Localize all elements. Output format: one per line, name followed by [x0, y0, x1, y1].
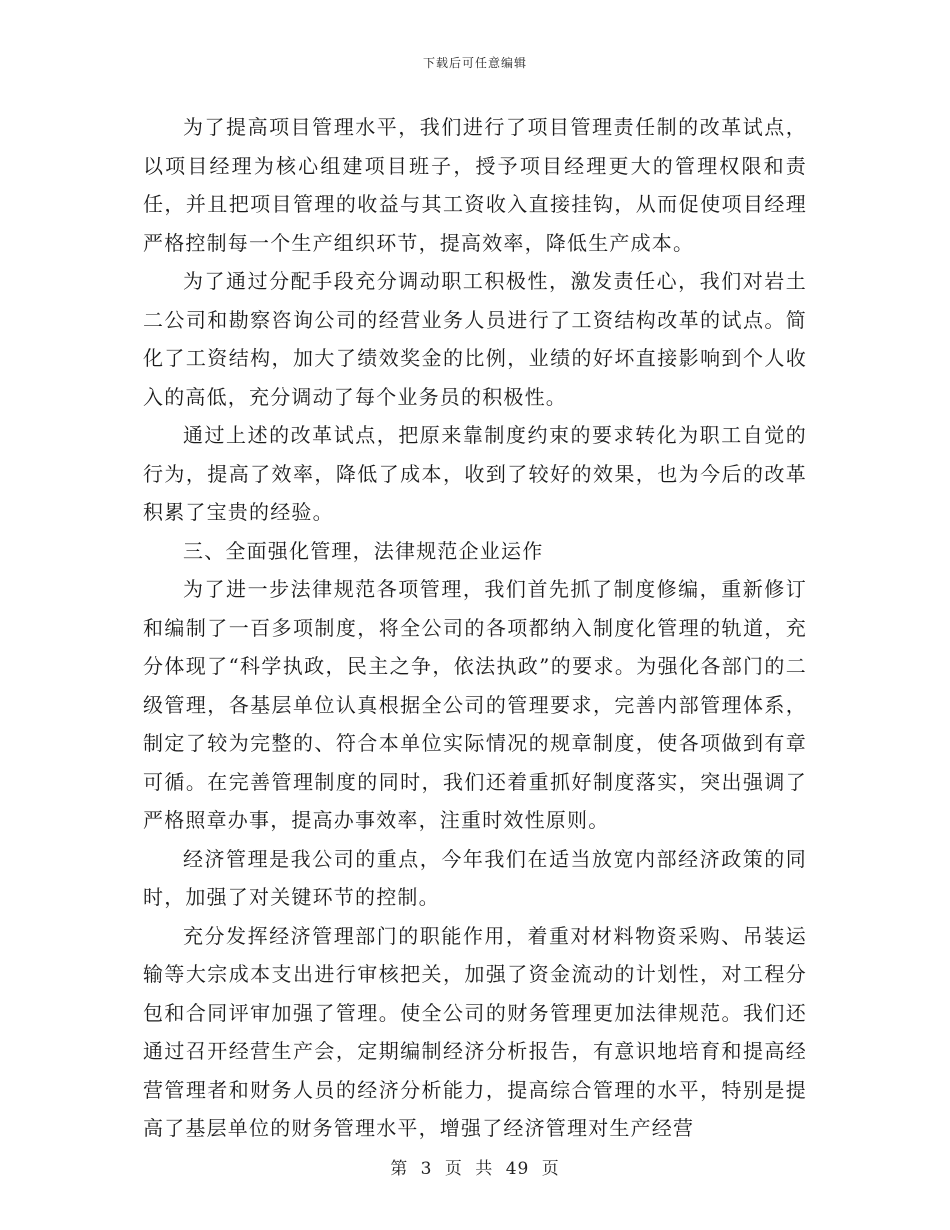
page-number-footer: 第 3 页 共 49 页 — [390, 1159, 560, 1179]
document-body — [143, 108, 807, 1148]
paragraph-reform-results: 通过上述的改革试点，把原来靠制度约束的要求转化为职工自觉的行为，提高了效率，降低了成本，收到了较好的效果，也为今后的改革积累了宝贵的经验。 — [143, 423, 807, 524]
paragraph-salary-structure-reform: 为了通过分配手段充分调动职工积极性，激发责任心，我们对岩土二公司和勘察咨询公司的经营业务人员进行了工资结构改革的试点。简化了工资结构，加大了绩效奖金的比例，业绩的好坏直接影响到个人收入的高低，充分调动了每个业务员的积极性。 — [143, 269, 807, 409]
section-heading-management: 三、全面强化管理，法律规范企业运作 — [183, 538, 544, 563]
page-header: 下载后可任意编辑 — [422, 56, 527, 70]
paragraph-financial-management: 充分发挥经济管理部门的职能作用，着重对材料物资采购、吊装运输等大宗成本支出进行审核把关，加强了资金流动的计划性，对工程分包和合同评审加强了管理。使全公司的财务管理更加法律规范。我们还通过召开经营生产会，定期编制经济分析报告，有意识地培育和提高经营管理者和财务人员的经济分析能力，提高综合管理的水平，特别是提高了基层单位的财务管理水平，增强了经济管理对生产经营 — [143, 923, 807, 1140]
paragraph-economic-management: 经济管理是我公司的重点，今年我们在适当放宽内部经济政策的同时，加强了对关键环节的控制。 — [143, 846, 807, 909]
paragraph-project-management-reform: 为了提高项目管理水平，我们进行了项目管理责任制的改革试点，以项目经理为核心组建项目班子，授予项目经理更大的管理权限和责任，并且把项目管理的收益与其工资收入直接挂钩，从而促使项目经理严格控制每一个生产组织环节，提高效率，降低生产成本。 — [143, 115, 807, 255]
paragraph-system-revision: 为了进一步法律规范各项管理，我们首先抓了制度修编，重新修订和编制了一百多项制度，将全公司的各项都纳入制度化管理的轨道，充分体现了“科学执政，民主之争，依法执政”的要求。为强化各部门的二级管理，各基层单位认真根据全公司的管理要求，完善内部管理体系，制定了较为完整的、符合本单位实际情况的规章制度，使各项做到有章可循。在完善管理制度的同时，我们还着重抓好制度落实，突出强调了严格照章办事，提高办事效率，注重时效性原则。 — [143, 577, 807, 832]
